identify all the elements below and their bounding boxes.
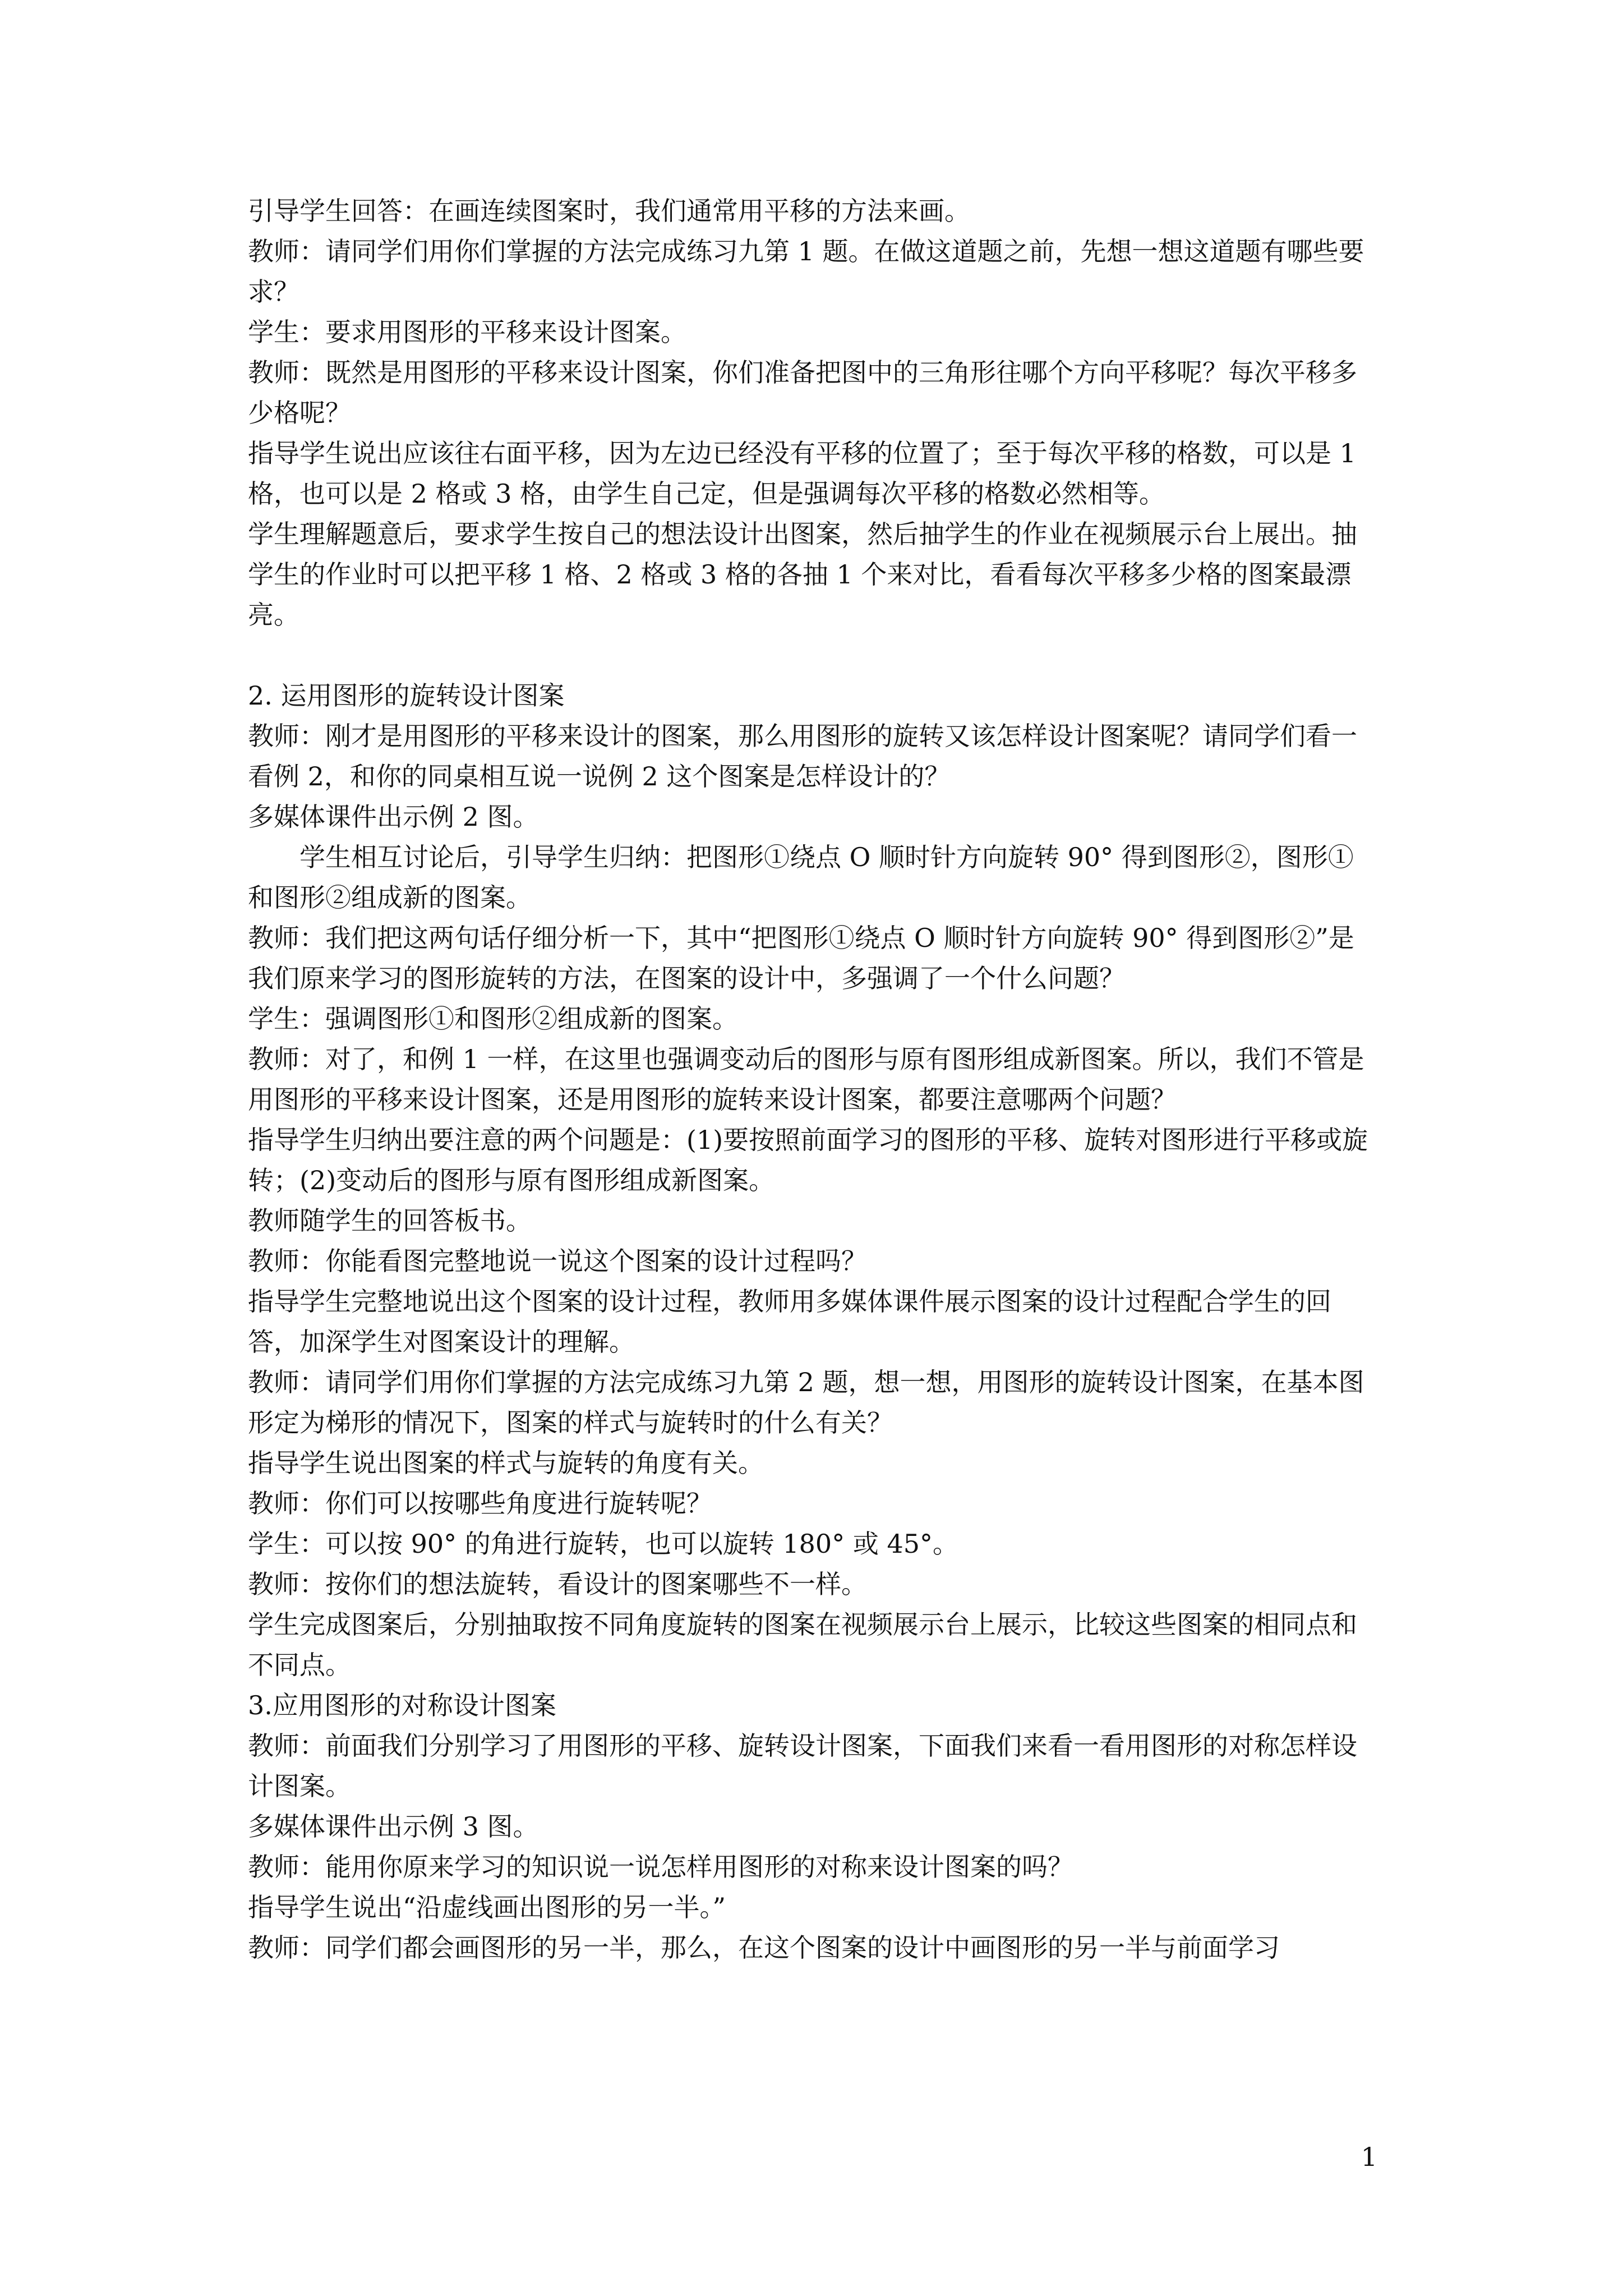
paragraph: 指导学生说出应该往右面平移，因为左边已经没有平移的位置了；至于每次平移的格数，可以是 1 格，也可以是 2 格或 3 格，由学生自己定，但是强调每次平移的格数必然相等。 — [248, 438, 1356, 509]
paragraph: 学生：强调图形①和图形②组成新的图案。 — [248, 1004, 738, 1034]
paragraph: 教师：请同学们用你们掌握的方法完成练习九第 1 题。在做这道题之前，先想一想这道题有哪些要求？ — [248, 236, 1364, 307]
paragraph: 教师：我们把这两句话仔细分析一下，其中“把图形①绕点 O 顺时针方向旋转 90° 得到图形②”是我们原来学习的图形旋转的方法，在图案的设计中，多强调了一个什么问题？ — [248, 923, 1354, 993]
paragraph: 学生：可以按 90° 的角进行旋转，也可以旋转 180° 或 45°。 — [248, 1529, 958, 1559]
paragraph: 教师：按你们的想法旋转，看设计的图案哪些不一样。 — [248, 1569, 867, 1599]
paragraph: 教师：能用你原来学习的知识说一说怎样用图形的对称来设计图案的吗？ — [248, 1852, 1073, 1882]
paragraph: 教师：对了，和例 1 一样，在这里也强调变动后的图形与原有图形组成新图案。所以，我们不管是用图形的平移来设计图案，还是用图形的旋转来设计图案，都要注意哪两个问题？ — [248, 1044, 1364, 1115]
paragraph: 教师：你能看图完整地说一说这个图案的设计过程吗？ — [248, 1246, 867, 1276]
paragraph: 指导学生说出图案的样式与旋转的角度有关。 — [248, 1448, 764, 1478]
section-heading: 3.应用图形的对称设计图案 — [248, 1690, 556, 1720]
page-number: 1 — [1361, 2142, 1377, 2172]
paragraph: 教师：同学们都会画图形的另一半，那么，在这个图案的设计中画图形的另一半与前面学习 — [248, 1932, 1280, 1963]
paragraph: 学生相互讨论后，引导学生归纳：把图形①绕点 O 顺时针方向旋转 90° 得到图形②，图形①和图形②组成新的图案。 — [248, 842, 1354, 913]
paragraph: 学生：要求用图形的平移来设计图案。 — [248, 317, 686, 347]
document-body — [248, 191, 1375, 1968]
paragraph: 教师：前面我们分别学习了用图形的平移、旋转设计图案，下面我们来看一看用图形的对称怎样设计图案。 — [248, 1731, 1357, 1801]
paragraph: 教师：你们可以按哪些角度进行旋转呢？ — [248, 1488, 712, 1519]
paragraph: 指导学生归纳出要注意的两个问题是：(1)要按照前面学习的图形的平移、旋转对图形进行平移或旋转；(2)变动后的图形与原有图形组成新图案。 — [248, 1125, 1368, 1195]
paragraph: 学生完成图案后，分别抽取按不同角度旋转的图案在视频展示台上展示，比较这些图案的相同点和不同点。 — [248, 1609, 1357, 1680]
paragraph: 教师：既然是用图形的平移来设计图案，你们准备把图中的三角形往哪个方向平移呢？每次平移多少格呢？ — [248, 357, 1357, 428]
paragraph: 学生理解题意后，要求学生按自己的想法设计出图案，然后抽学生的作业在视频展示台上展出。抽学生的作业时可以把平移 1 格、2 格或 3 格的各抽 1 个来对比，看看每次平移多少格的图案最漂亮。 — [248, 519, 1357, 630]
paragraph: 多媒体课件出示例 2 图。 — [248, 802, 539, 832]
paragraph: 教师：刚才是用图形的平移来设计的图案，那么用图形的旋转又该怎样设计图案呢？请同学们看一看例 2，和你的同桌相互说一说例 2 这个图案是怎样设计的？ — [248, 721, 1357, 792]
paragraph: 多媒体课件出示例 3 图。 — [248, 1811, 539, 1842]
paragraph: 指导学生完整地说出这个图案的设计过程，教师用多媒体课件展示图案的设计过程配合学生的回答，加深学生对图案设计的理解。 — [248, 1286, 1331, 1357]
section-heading: 2. 运用图形的旋转设计图案 — [248, 680, 565, 711]
paragraph-gap — [248, 635, 1375, 675]
paragraph: 教师随学生的回答板书。 — [248, 1205, 532, 1236]
paragraph: 教师：请同学们用你们掌握的方法完成练习九第 2 题，想一想，用图形的旋转设计图案，在基本图形定为梯形的情况下，图案的样式与旋转时的什么有关？ — [248, 1367, 1364, 1438]
paragraph: 引导学生回答：在画连续图案时，我们通常用平移的方法来画。 — [248, 196, 970, 226]
paragraph: 指导学生说出“沿虚线画出图形的另一半。” — [248, 1892, 726, 1922]
